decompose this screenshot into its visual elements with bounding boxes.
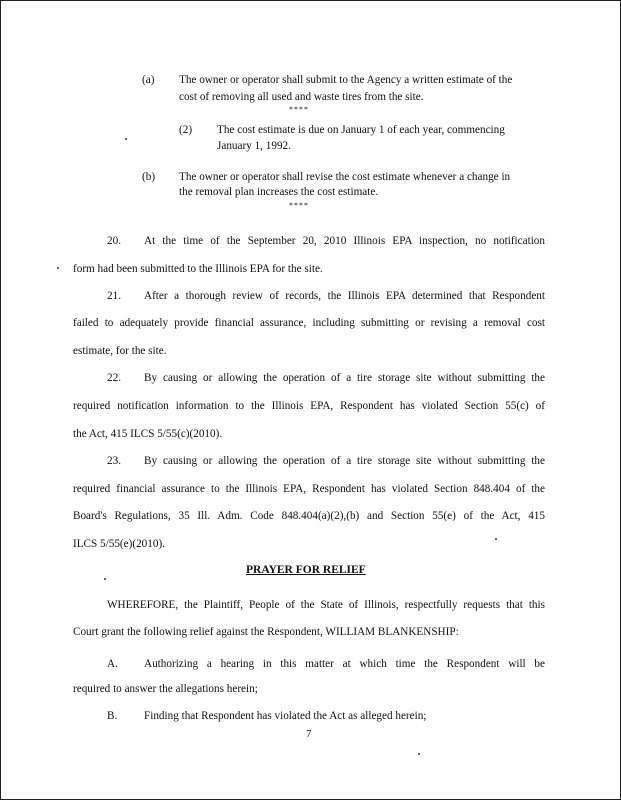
- separator-stars-2: ****: [289, 201, 309, 210]
- subsection-a-line-2: cost of removing all used and waste tires from the site.: [179, 91, 424, 103]
- subsection-label-b: (b): [142, 171, 156, 183]
- subsection-label-a: (a): [142, 74, 155, 86]
- subsection-2-line-1: The cost estimate is due on January 1 of each year, commencing: [217, 124, 505, 136]
- subsection-b-line-2: the removal plan increases the cost estimate.: [179, 186, 379, 198]
- paragraph-23-line-2: required financial assurance to the Illinois EPA, Respondent has violated Section 848.404 of the: [73, 483, 545, 495]
- relief-a-label: A.: [107, 658, 118, 670]
- subsection-2-line-2: January 1, 1992.: [217, 140, 291, 152]
- scan-speck: [495, 538, 497, 540]
- paragraph-23-line-4: ILCS 5/55(e)(2010).: [73, 538, 165, 550]
- relief-a-first-line: Authorizing a hearing in this matter at which time the Respondent will be: [144, 658, 545, 670]
- paragraph-20-first-line: At the time of the September 20, 2010 Illinois EPA inspection, no notification: [144, 235, 545, 247]
- wherefore-line-2: Court grant the following relief against the Respondent, WILLIAM BLANKENSHIP:: [73, 626, 459, 638]
- subsection-a-line-1: The owner or operator shall submit to the Agency a written estimate of the: [179, 74, 513, 86]
- separator-stars-1: ****: [289, 105, 309, 114]
- paragraph-22-line-2: required notification information to the Illinois EPA, Respondent has violated Section 55(c) of: [73, 400, 545, 412]
- paragraph-22-first-line: By causing or allowing the operation of a tire storage site without submitting the: [144, 372, 545, 384]
- paragraph-20-number: 20.: [107, 235, 121, 247]
- paragraph-22-number: 22.: [107, 372, 121, 384]
- paragraph-21-line-3: estimate, for the site.: [73, 345, 167, 357]
- paragraph-21-first-line: After a thorough review of records, the Illinois EPA determined that Respondent: [144, 290, 545, 302]
- paragraph-20-line-2: form had been submitted to the Illinois EPA for the site.: [73, 263, 323, 275]
- paragraph-21-number: 21.: [107, 290, 121, 302]
- paragraph-23-line-3: Board's Regulations, 35 Ill. Adm. Code 848.404(a)(2),(b) and Section 55(e) of the Act, 415: [73, 510, 545, 522]
- paragraph-23-first-line: By causing or allowing the operation of a tire storage site without submitting the: [144, 455, 545, 467]
- scan-speck: [418, 753, 420, 755]
- relief-b-label: B.: [107, 710, 118, 722]
- scan-speck: [104, 578, 106, 580]
- prayer-heading: PRAYER FOR RELIEF: [246, 564, 366, 576]
- relief-a-line-2: required to answer the allegations herein;: [73, 683, 258, 695]
- paragraph-21-line-2: failed to adequately provide financial assurance, including submitting or revising a removal cost: [73, 317, 545, 329]
- paragraph-22-line-3: the Act, 415 ILCS 5/55(c)(2010).: [73, 428, 223, 440]
- scan-speck: [57, 267, 59, 269]
- relief-b-first-line: Finding that Respondent has violated the Act as alleged herein;: [144, 710, 427, 722]
- subsection-b-line-1: The owner or operator shall revise the cost estimate whenever a change in: [179, 171, 511, 183]
- wherefore-first-line: WHEREFORE, the Plaintiff, People of the State of Illinois, respectfully requests that this: [107, 599, 545, 611]
- page-number: 7: [306, 728, 312, 740]
- subsection-label-2: (2): [179, 124, 193, 136]
- paragraph-23-number: 23.: [107, 455, 121, 467]
- scan-speck: [125, 138, 127, 140]
